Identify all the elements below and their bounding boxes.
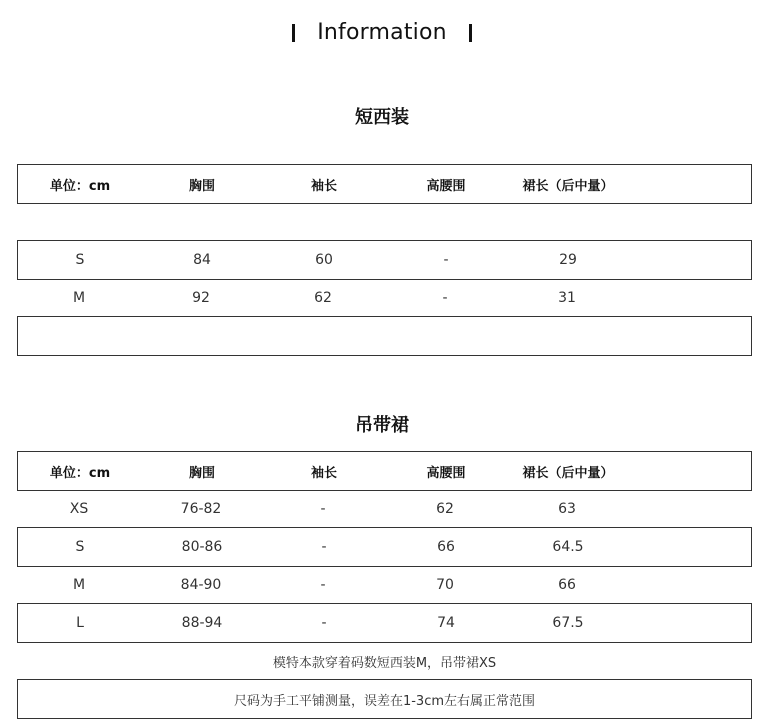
sleeve-cell: 62 (314, 290, 332, 306)
size-cell: XS (69, 501, 89, 517)
dress-row-s (17, 527, 752, 567)
jacket-header-waist: 高腰围 (426, 178, 466, 194)
jacket-header-bust: 胸围 (188, 178, 215, 194)
length-cell: 67.5 (552, 615, 584, 631)
jacket-empty-row (17, 316, 752, 356)
size-cell: M (72, 290, 86, 306)
jacket-header-sleeve: 袖长 (310, 178, 337, 194)
waist-cell: - (442, 290, 448, 306)
waist-cell: 66 (437, 539, 455, 555)
waist-cell: 62 (436, 501, 454, 517)
size-cell: M (72, 577, 86, 593)
jacket-header-unit: 单位：cm (49, 178, 111, 194)
size-cell: S (75, 539, 85, 555)
dress-row-l (17, 603, 752, 643)
bust-cell: 88-94 (181, 615, 223, 631)
model-size-note: 模特本款穿着码数短西装M，吊带裙XS (272, 655, 497, 671)
sleeve-cell: - (321, 615, 327, 631)
dress-header-length: 裙长（后中量） (522, 465, 614, 481)
length-cell: 31 (558, 290, 576, 306)
length-cell: 29 (559, 252, 577, 268)
page-title (270, 20, 494, 45)
sleeve-cell: - (320, 577, 326, 593)
dress-header-unit: 单位：cm (49, 465, 111, 481)
dress-header-row (17, 451, 752, 491)
waist-cell: 70 (436, 577, 454, 593)
waist-cell: - (443, 252, 449, 268)
length-cell: 66 (558, 577, 576, 593)
dress-header-waist: 高腰围 (426, 465, 466, 481)
bust-cell: 92 (192, 290, 210, 306)
bust-cell: 84-90 (180, 577, 222, 593)
sleeve-cell: - (321, 539, 327, 555)
dress-row-xs (17, 489, 752, 529)
dress-section-title: 吊带裙 (355, 415, 409, 436)
length-cell: 64.5 (552, 539, 584, 555)
page-title-text: Information (317, 20, 447, 45)
bust-cell: 80-86 (181, 539, 223, 555)
waist-cell: 74 (437, 615, 455, 631)
jacket-header-row (17, 164, 752, 204)
measurement-note: 尺码为手工平铺测量，误差在1-3cm左右属正常范围 (17, 679, 752, 719)
size-cell: L (76, 615, 84, 631)
bust-cell: 76-82 (180, 501, 222, 517)
dress-header-sleeve: 袖长 (310, 465, 337, 481)
length-cell: 63 (558, 501, 576, 517)
dress-row-m (17, 565, 752, 605)
sleeve-cell: - (320, 501, 326, 517)
jacket-row-s (17, 240, 752, 280)
size-cell: S (75, 252, 85, 268)
jacket-row-m (17, 278, 752, 318)
bust-cell: 84 (193, 252, 211, 268)
jacket-header-length: 裙长（后中量） (522, 178, 614, 194)
title-left-bar (292, 24, 295, 42)
dress-header-bust: 胸围 (188, 465, 215, 481)
title-right-bar (469, 24, 472, 42)
jacket-section-title: 短西装 (355, 107, 409, 128)
page-title-wrap (0, 20, 764, 46)
sleeve-cell: 60 (315, 252, 333, 268)
